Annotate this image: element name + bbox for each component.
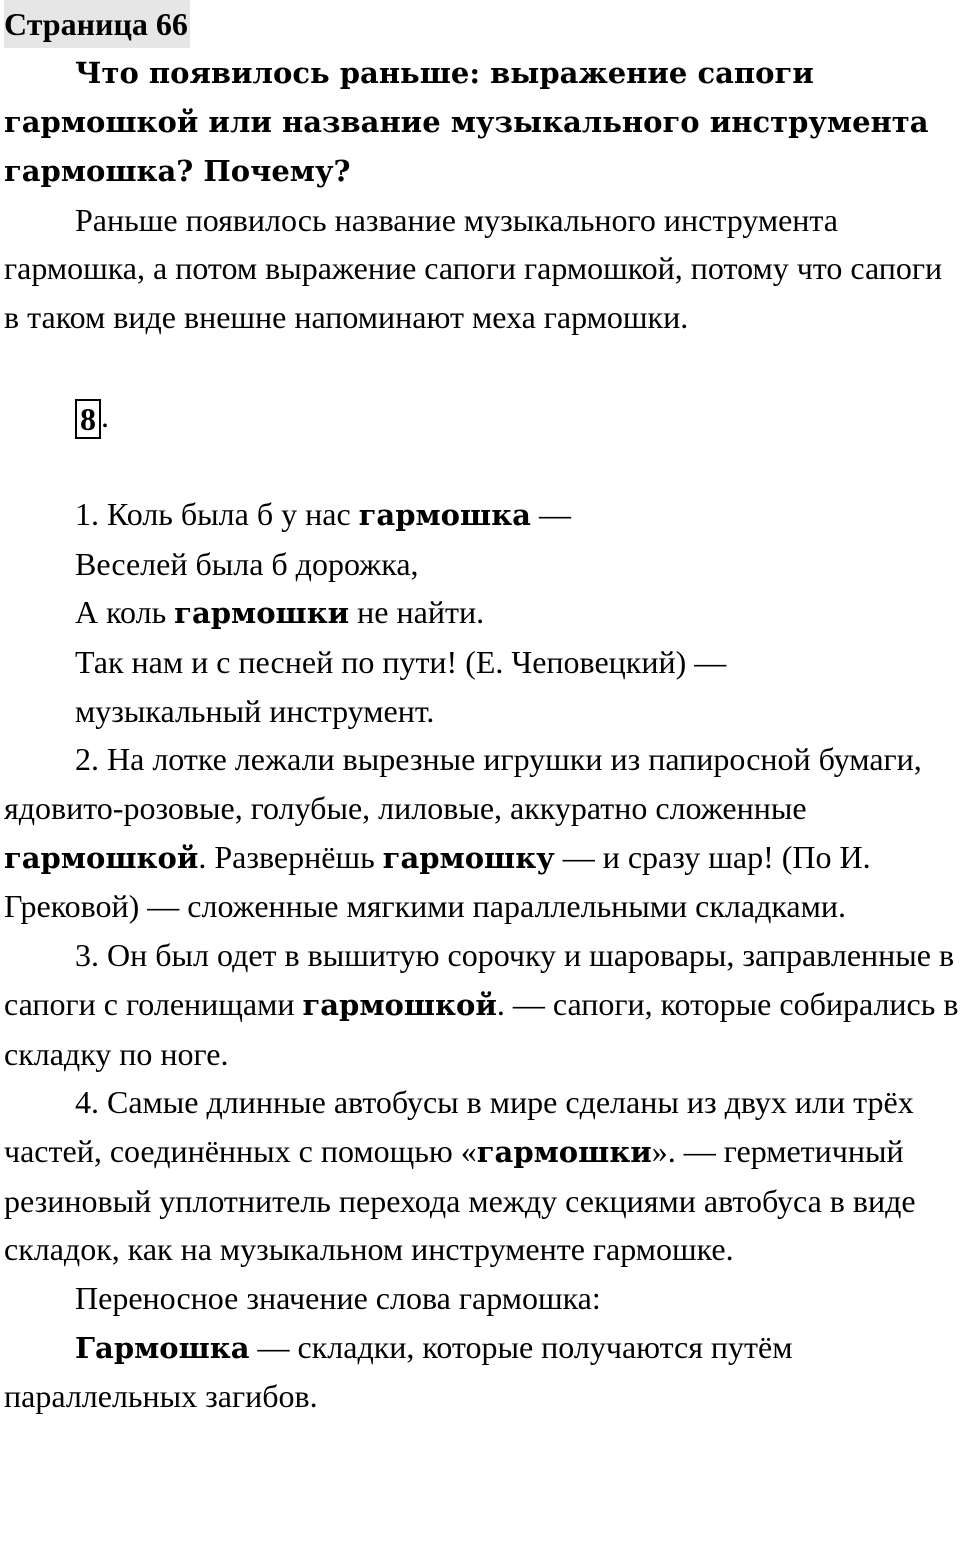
example-2-text: 2. На лотке лежали вырезные игрушки из папиросной бумаги, ядовито-розовые, голубые, лиловые, аккуратно сложенные	[4, 741, 922, 827]
example-1	[4, 490, 960, 736]
example-4-text: 4. Самые длинные автобусы в мире сделаны из двух или трёх частей, соединённых с помощью «	[4, 1084, 914, 1169]
example-3-text-end: . — сапоги, которые собирались в складку по ноге.	[4, 985, 959, 1072]
example-2	[4, 735, 960, 931]
example-2-keyword-2: гармошку	[382, 840, 555, 875]
page-title: Страница 66	[4, 0, 190, 48]
example-1-line-4: Так нам и с песней по пути! (Е. Чеповецкий) —	[75, 643, 727, 680]
example-2-text-end: — и сразу шар! (По И. Грековой) — сложенные мягкими параллельными складками.	[4, 838, 871, 925]
example-1-keyword: гармошка	[358, 497, 531, 532]
example-1-line-5: музыкальный инструмент.	[75, 692, 435, 729]
example-1-keyword-2: гармошки	[174, 596, 350, 631]
example-3-text: 3. Он был одет в вышитую сорочку и шаровары, заправленные в сапоги с голенищами	[4, 937, 955, 1022]
document-page	[4, 0, 960, 1421]
definition-text: — складки, которые получаются путём параллельных загибов.	[4, 1328, 793, 1415]
example-1-line-3-end: не найти.	[349, 594, 485, 631]
answer: Раньше появилось название музыкального инструмента гармошка, а потом выражение сапоги гармошкой, потому что сапоги в таком виде внешне напоминают меха гармошки.	[4, 201, 943, 336]
task-number: 8	[80, 401, 96, 438]
figurative-intro: Переносное значение слова гармошка:	[75, 1280, 601, 1317]
example-4-text-end: ». — герметичный резиновый уплотнитель перехода между секциями автобуса в виде складок, как на музыкальном инструменте гармошке.	[4, 1132, 916, 1268]
example-3-keyword: гармошкой	[302, 987, 497, 1022]
definition	[4, 1323, 960, 1421]
example-2-keyword: гармошкой	[4, 840, 199, 875]
example-1-line-3	[75, 588, 960, 638]
example-4-keyword: гармошки	[476, 1134, 652, 1169]
example-1-line-3-text: А коль	[75, 594, 175, 631]
example-1-line-2: Веселей была б дорожка,	[75, 545, 419, 582]
example-2-text-mid: . Развернёшь	[198, 838, 383, 875]
definition-term: Гармошка	[75, 1330, 250, 1365]
example-3	[4, 931, 960, 1078]
task-heading	[4, 392, 960, 441]
example-4	[4, 1078, 960, 1274]
task-dot: .	[101, 397, 109, 434]
example-1-line-1	[75, 490, 960, 540]
question: Что появилось раньше: выражение сапоги гармошкой или название музыкального инструмента гармошка? Почему?	[4, 55, 929, 188]
example-1-line-1-end: —	[530, 495, 571, 532]
task-number-box	[75, 399, 101, 439]
example-1-line-1-text: 1. Коль была б у нас	[75, 495, 359, 532]
